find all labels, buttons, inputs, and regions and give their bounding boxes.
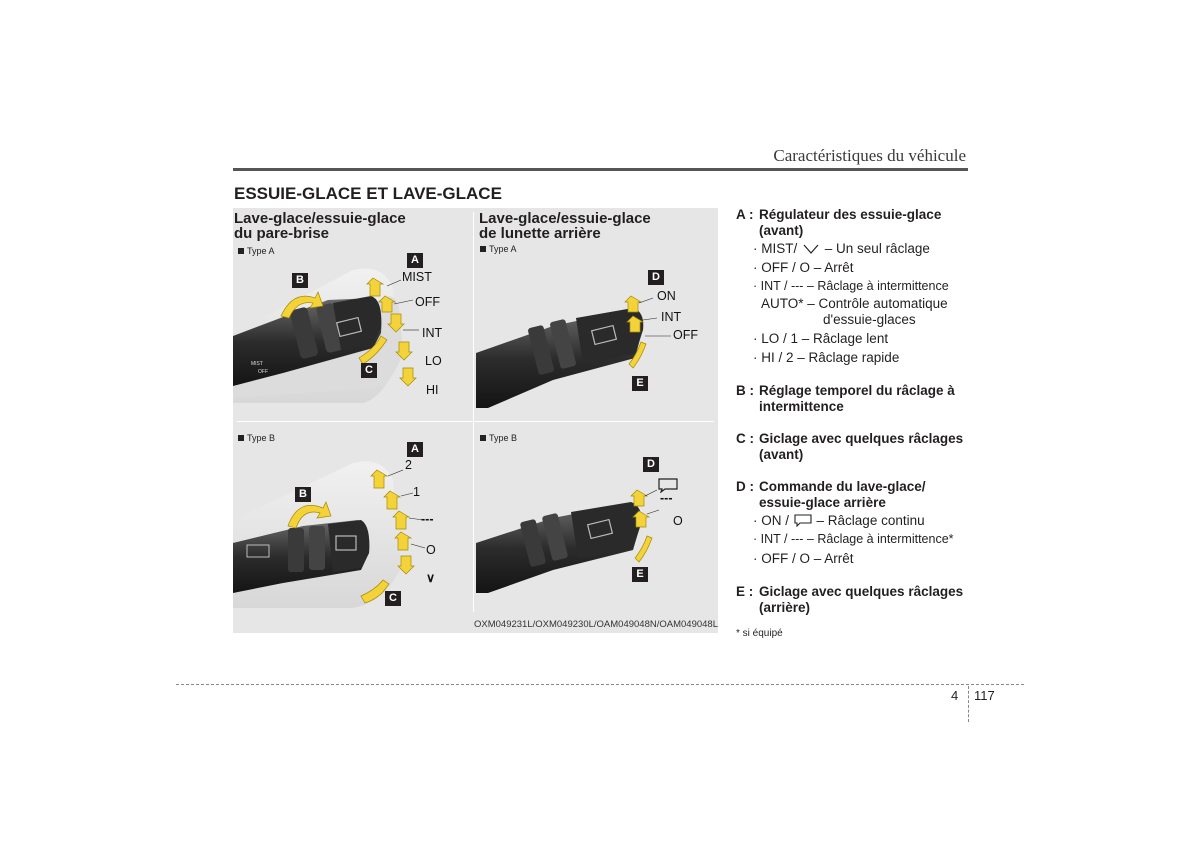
legend-b: B : Réglage temporel du râclage à intermittence [736,383,955,414]
badge-d-bottom: D [643,457,659,472]
label-2: 2 [405,458,412,472]
badge-a-top: A [407,253,423,268]
footnote: * si équipé [736,628,783,639]
svg-text:OFF: OFF [258,369,268,375]
badge-b-top: B [292,273,308,288]
label-mist-v: ∨ [426,571,436,585]
front-heading: Lave-glace/essuie-glace du pare-brise [234,210,406,242]
badge-e-bottom: E [632,567,648,582]
badge-d-top: D [648,270,664,285]
label-rear-int: INT [661,310,682,324]
badge-e-top: E [632,376,648,391]
page-number: 117 [974,688,995,703]
label-off: OFF [415,295,440,309]
footer-rule [176,684,1024,685]
label-lo: LO [425,354,442,368]
rear-type-b-label: Type B [480,433,517,443]
rear-heading: Lave-glace/essuie-glace de lunette arrière [479,210,651,242]
legend-d: D : Commande du lave-glace/ essuie-glace arrière · ON / – Râclage continu · INT / --- – Râclage à intermittence* · OFF / O – Arrêt [736,479,954,566]
label-rear-int-dashes: --- [660,491,673,505]
legend-a: A : Régulateur des essuie-glace (avant) · MIST/ – Un seul râclage · OFF / O – Arrêt · INT / --- – Râclage à intermittence AUTO* – Contrôle automatique d'essuie-glaces · LO / 1 – Râclage lent · HI / 2 – Râclage rapide [736,207,949,365]
rear-type-a-lever [476,308,643,408]
legend-e: E : Giclage avec quelques râclages (arrière) [736,584,964,615]
rear-type-b-lever [476,502,641,593]
badge-c-top: C [361,363,377,378]
legend [736,207,976,642]
footer-divider [968,686,969,722]
badge-c-bottom: C [385,591,401,606]
label-1: 1 [413,485,420,499]
label-int-dashes: --- [421,512,434,526]
front-type-a-label: Type A [238,246,275,256]
label-mist: MIST [402,270,432,284]
chapter-title: Caractéristiques du véhicule [773,146,966,165]
legend-c: C : Giclage avec quelques râclages (avant) [736,431,964,462]
rear-washer-legend-icon [793,513,813,527]
badge-a-bottom: A [407,442,423,457]
rear-type-a-label: Type A [480,244,517,254]
chapter-number: 4 [951,688,959,703]
section-title: ESSUIE-GLACE ET LAVE-GLACE [234,184,502,203]
figure-caption: OXM049231L/OXM049230L/OAM049048N/OAM049048L [474,619,718,630]
label-int: INT [422,326,443,340]
label-o: O [426,543,436,557]
label-rear-on: ON [657,289,676,303]
label-rear-off: OFF [673,328,698,342]
header-rule [233,168,968,171]
svg-text:MIST: MIST [251,361,263,367]
label-rear-o: O [673,514,683,528]
badge-b-bottom: B [295,487,311,502]
label-hi: HI [426,383,439,397]
front-type-b-label: Type B [238,433,275,443]
mist-icon [801,243,821,255]
